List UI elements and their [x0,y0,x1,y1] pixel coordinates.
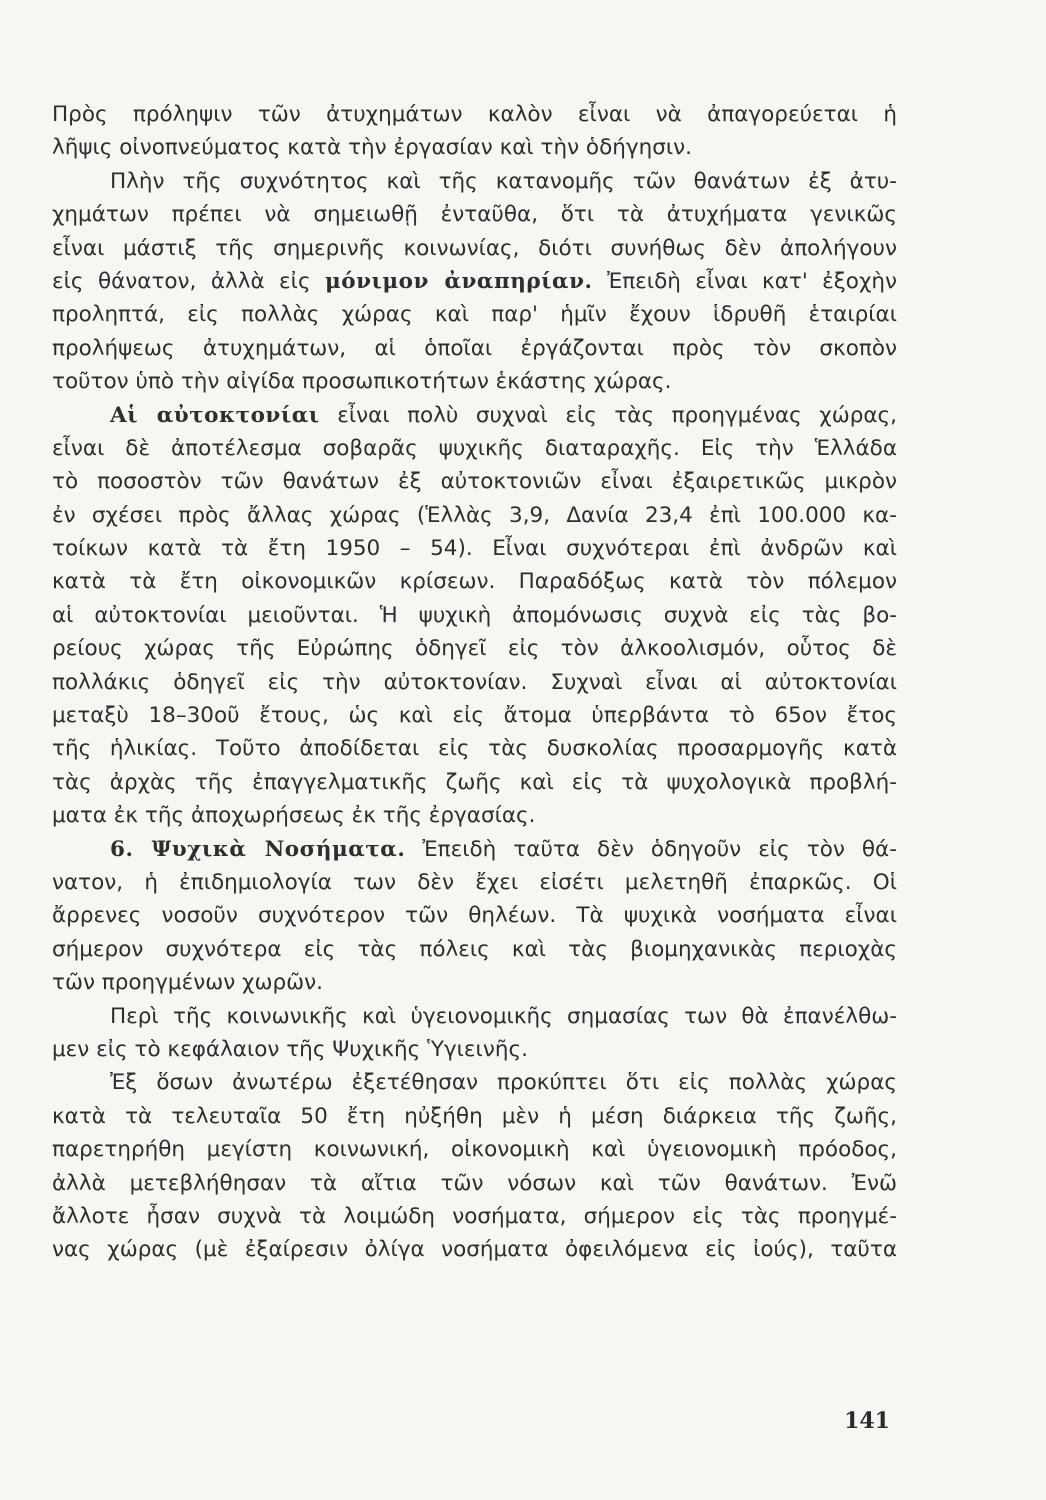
text-line: μεν εἰς τὸ κεφάλαιον τῆς Ψυχικῆς Ὑγιεινῆς. [52,1036,528,1062]
text-line: κατὰ τὰ τελευταῖα 50 ἔτη ηὐξήθη μὲν ἡ μέση διάρκεια τῆς ζωῆς, [52,1103,897,1129]
text-segment: Ἐπειδὴ ταῦτα δὲν ὁδηγοῦν εἰς τὸν θά- [422,836,897,862]
text-line: αἱ αὐτοκτονίαι μειοῦνται. Ἡ ψυχικὴ ἀπομόνωσις συχνὰ εἰς τὰς βο- [52,602,897,628]
text-line: ἄρρενες νοσοῦν συχνότερον τῶν θηλέων. Τὰ ψυχικὰ νοσήματα εἶναι [52,903,897,929]
text-line: ἀλλὰ μετεβλήθησαν τὰ αἴτια τῶν νόσων καὶ τῶν θανάτων. Ἐνῶ [52,1170,897,1196]
text-line: νας χώρας (μὲ ἐξαίρεσιν ὀλίγα νοσήματα ὀφειλόμενα εἰς ἰούς), ταῦτα [52,1237,897,1263]
emphasis-permanent-disability: μόνιμον ἀναπηρίαν. [325,268,593,294]
text-line [52,399,897,432]
text-line: εἶναι δὲ ἀποτέλεσμα σοβαρᾶς ψυχικῆς διαταραχῆς. Εἰς τὴν Ἑλλάδα [52,435,897,461]
text-segment: Ἐπειδὴ εἶναι κατ' ἐξοχὴν [606,268,897,294]
text-line: τὸ ποσοστὸν τῶν θανάτων ἐξ αὐτοκτονιῶν εἶναι ἐξαιρετικῶς μικρὸν [52,469,897,495]
text-segment: εἶναι πολὺ συχναὶ εἰς τὰς προηγμένας χώρας, [337,402,897,428]
text-line: χημάτων πρέπει νὰ σημειωθῇ ἐνταῦθα, ὅτι τὰ ἀτυχήματα γενικῶς [52,202,897,228]
body-text [52,98,897,1267]
section-heading-suicides: Αἱ αὐτοκτονίαι [110,402,320,428]
text-line: ἐν σχέσει πρὸς ἄλλας χώρας (Ἑλλὰς 3,9, Δανία 23,4 ἐπὶ 100.000 κα- [52,502,897,528]
text-line: παρετηρήθη μεγίστη κοινωνική, οἰκονομικὴ καὶ ὑγειονομικὴ πρόοδος, [52,1137,897,1163]
text-line: τῶν προηγμένων χωρῶν. [52,970,323,996]
text-line: σήμερον συχνότερα εἰς τὰς πόλεις καὶ τὰς βιομηχανικὰς περιοχὰς [52,936,897,962]
text-line: ματα ἐκ τῆς ἀποχωρήσεως ἐκ τῆς ἐργασίας. [52,803,536,829]
text-line [52,265,897,298]
text-segment: εἰς θάνατον, ἀλλὰ εἰς [52,268,311,294]
text-line: ρείους χώρας τῆς Εὐρώπης ὁδηγεῖ εἰς τὸν ἀλκοολισμόν, οὗτος δὲ [52,636,897,662]
page-number: 141 [844,1408,890,1434]
text-line: τοίκων κατὰ τὰ ἔτη 1950 – 54). Εἶναι συχνότεραι ἐπὶ ἀνδρῶν καὶ [52,536,897,562]
text-line: Περὶ τῆς κοινωνικῆς καὶ ὑγειονομικῆς σημασίας των θὰ ἐπανέλθω- [110,1003,897,1029]
text-line: λῆψις οἰνοπνεύματος κατὰ τὴν ἐργασίαν καὶ τὴν ὁδήγησιν. [52,135,692,161]
text-line: Ἐξ ὅσων ἀνωτέρω ἐξετέθησαν προκύπτει ὅτι εἰς πολλὰς χώρας [110,1070,897,1096]
text-line: τὰς ἀρχὰς τῆς ἐπαγγελματικῆς ζωῆς καὶ εἰς τὰ ψυχολογικὰ προβλή- [52,769,897,795]
text-line [52,833,897,866]
section-heading-mental-illnesses: 6. Ψυχικὰ Νοσήματα. [110,836,406,862]
text-line: πολλάκις ὁδηγεῖ εἰς τὴν αὐτοκτονίαν. Συχναὶ εἶναι αἱ αὐτοκτονίαι [52,669,897,695]
text-line: Πλὴν τῆς συχνότητος καὶ τῆς κατανομῆς τῶν θανάτων ἐξ ἀτυ- [110,168,897,194]
text-line: προλήψεως ἀτυχημάτων, αἱ ὁποῖαι ἐργάζονται πρὸς τὸν σκοπὸν [52,335,897,361]
text-line: Πρὸς πρόληψιν τῶν ἀτυχημάτων καλὸν εἶναι νὰ ἀπαγορεύεται ἡ [52,102,897,127]
text-line: τοῦτον ὑπὸ τὴν αἰγίδα προσωπικοτήτων ἑκάστης χώρας. [52,369,672,395]
text-line: κατὰ τὰ ἔτη οἰκονομικῶν κρίσεων. Παραδόξως κατὰ τὸν πόλεμον [52,569,897,595]
text-line: τῆς ἡλικίας. Τοῦτο ἀποδίδεται εἰς τὰς δυσκολίας προσαρμογῆς κατὰ [52,736,897,762]
text-line: προληπτά, εἰς πολλὰς χώρας καὶ παρ' ἡμῖν ἔχουν ἱδρυθῆ ἑταιρίαι [52,302,897,328]
text-line: νατον, ἡ ἐπιδημιολογία των δὲν ἔχει εἰσέτι μελετηθῆ ἐπαρκῶς. Οἱ [52,869,897,895]
text-line: εἶναι μάστιξ τῆς σημερινῆς κοινωνίας, διότι συνήθως δὲν ἀπολήγουν [52,235,897,261]
text-line: ἄλλοτε ἦσαν συχνὰ τὰ λοιμώδη νοσήματα, σήμερον εἰς τὰς προηγμέ- [52,1203,897,1229]
text-line: μεταξὺ 18–30οῦ ἔτους, ὡς καὶ εἰς ἄτομα ὑπερβάντα τὸ 65ον ἔτος [52,703,897,729]
